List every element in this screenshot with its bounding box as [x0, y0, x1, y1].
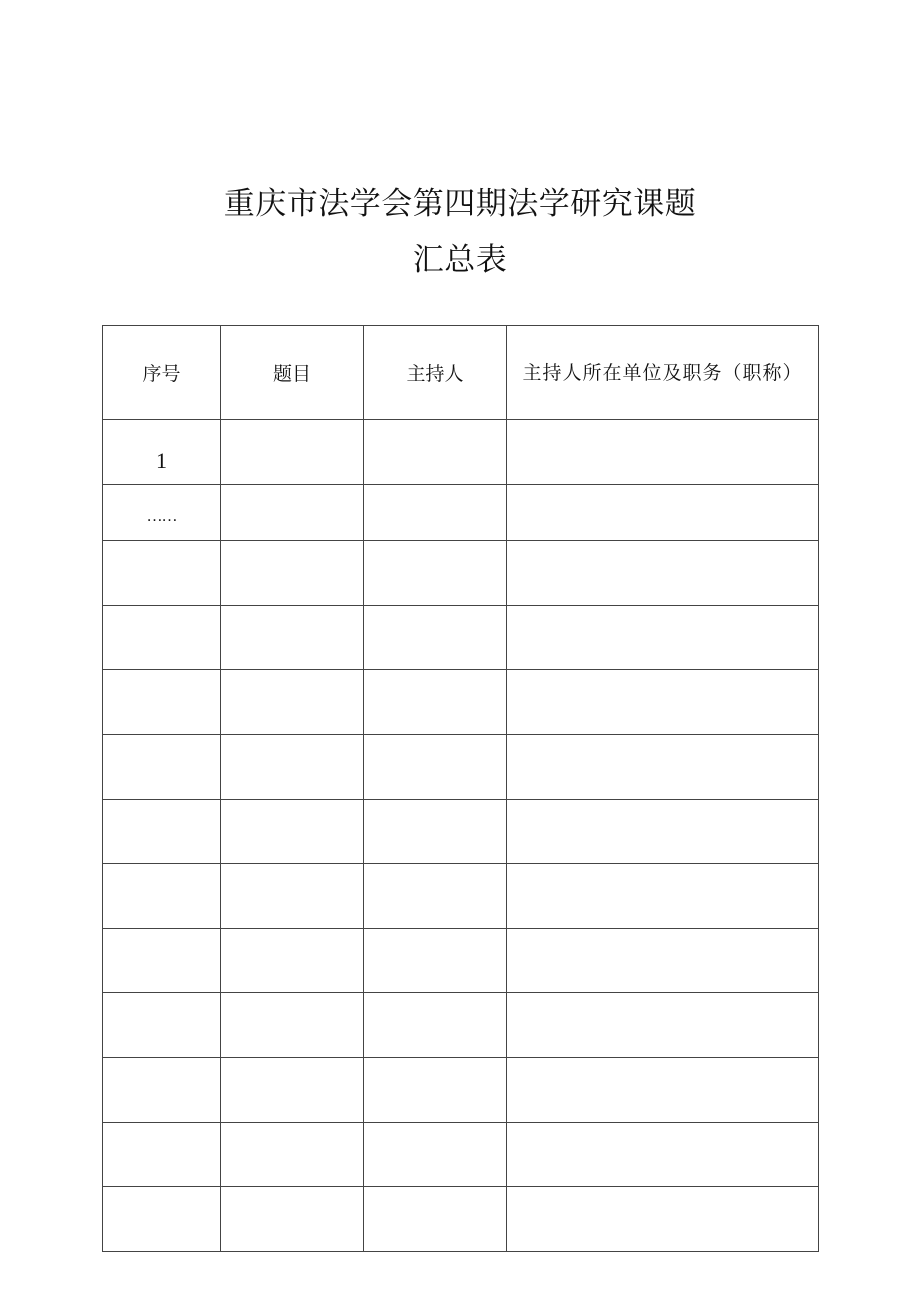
cell-seq: [103, 1057, 221, 1122]
cell-host-unit: [507, 993, 819, 1058]
summary-table: [102, 325, 819, 1252]
cell-host-unit: [507, 1122, 819, 1187]
cell-topic: [221, 605, 364, 670]
header-topic: 题目: [221, 326, 364, 420]
document-title: [0, 180, 920, 284]
cell-host: [364, 605, 507, 670]
table-row: [103, 420, 819, 485]
cell-seq: [103, 605, 221, 670]
header-host: 主持人: [364, 326, 507, 420]
table-header-row: [103, 326, 819, 420]
cell-host: [364, 864, 507, 929]
cell-host-unit: [507, 1187, 819, 1252]
cell-seq: 1: [103, 420, 221, 485]
cell-host-unit: [507, 864, 819, 929]
table-row: [103, 993, 819, 1058]
cell-seq: [103, 864, 221, 929]
cell-host: [364, 670, 507, 735]
cell-seq: [103, 1187, 221, 1252]
table-row: [103, 670, 819, 735]
cell-topic: [221, 484, 364, 541]
cell-host: [364, 928, 507, 993]
cell-topic: [221, 734, 364, 799]
cell-host: [364, 993, 507, 1058]
cell-host-unit: [507, 484, 819, 541]
cell-host-unit: [507, 799, 819, 864]
title-line-2: 汇总表: [412, 242, 508, 278]
cell-host: [364, 1057, 507, 1122]
table-row: [103, 928, 819, 993]
table-body: [103, 420, 819, 1252]
cell-seq: [103, 993, 221, 1058]
table-row: [103, 1057, 819, 1122]
header-seq: 序号: [103, 326, 221, 420]
cell-host: [364, 734, 507, 799]
cell-host-unit: [507, 928, 819, 993]
cell-topic: [221, 928, 364, 993]
table-row: [103, 1187, 819, 1252]
cell-topic: [221, 864, 364, 929]
table-row: [103, 605, 819, 670]
table-row: [103, 799, 819, 864]
cell-seq: [103, 1122, 221, 1187]
cell-host: [364, 1122, 507, 1187]
cell-host-unit: [507, 1057, 819, 1122]
table-row: [103, 734, 819, 799]
cell-topic: [221, 1057, 364, 1122]
cell-host: [364, 484, 507, 541]
cell-topic: [221, 420, 364, 485]
cell-seq: [103, 670, 221, 735]
cell-seq: [103, 928, 221, 993]
cell-host: [364, 1187, 507, 1252]
cell-topic: [221, 993, 364, 1058]
cell-seq: [103, 541, 221, 606]
cell-topic: [221, 541, 364, 606]
cell-topic: [221, 1187, 364, 1252]
header-host-unit: 主持人所在单位及职务（职称）: [507, 326, 819, 420]
cell-host-unit: [507, 605, 819, 670]
table-row: [103, 1122, 819, 1187]
cell-host-unit: [507, 420, 819, 485]
cell-topic: [221, 1122, 364, 1187]
cell-topic: [221, 670, 364, 735]
cell-topic: [221, 799, 364, 864]
cell-host: [364, 799, 507, 864]
cell-seq: [103, 734, 221, 799]
table-row: [103, 541, 819, 606]
cell-host-unit: [507, 541, 819, 606]
table-row: [103, 864, 819, 929]
cell-seq: [103, 799, 221, 864]
cell-host: [364, 541, 507, 606]
title-line-1: 重庆市法学会第四期法学研究课题: [223, 186, 697, 222]
cell-host-unit: [507, 670, 819, 735]
cell-host: [364, 420, 507, 485]
cell-host-unit: [507, 734, 819, 799]
cell-seq: ……: [103, 484, 221, 541]
table-row: [103, 484, 819, 541]
